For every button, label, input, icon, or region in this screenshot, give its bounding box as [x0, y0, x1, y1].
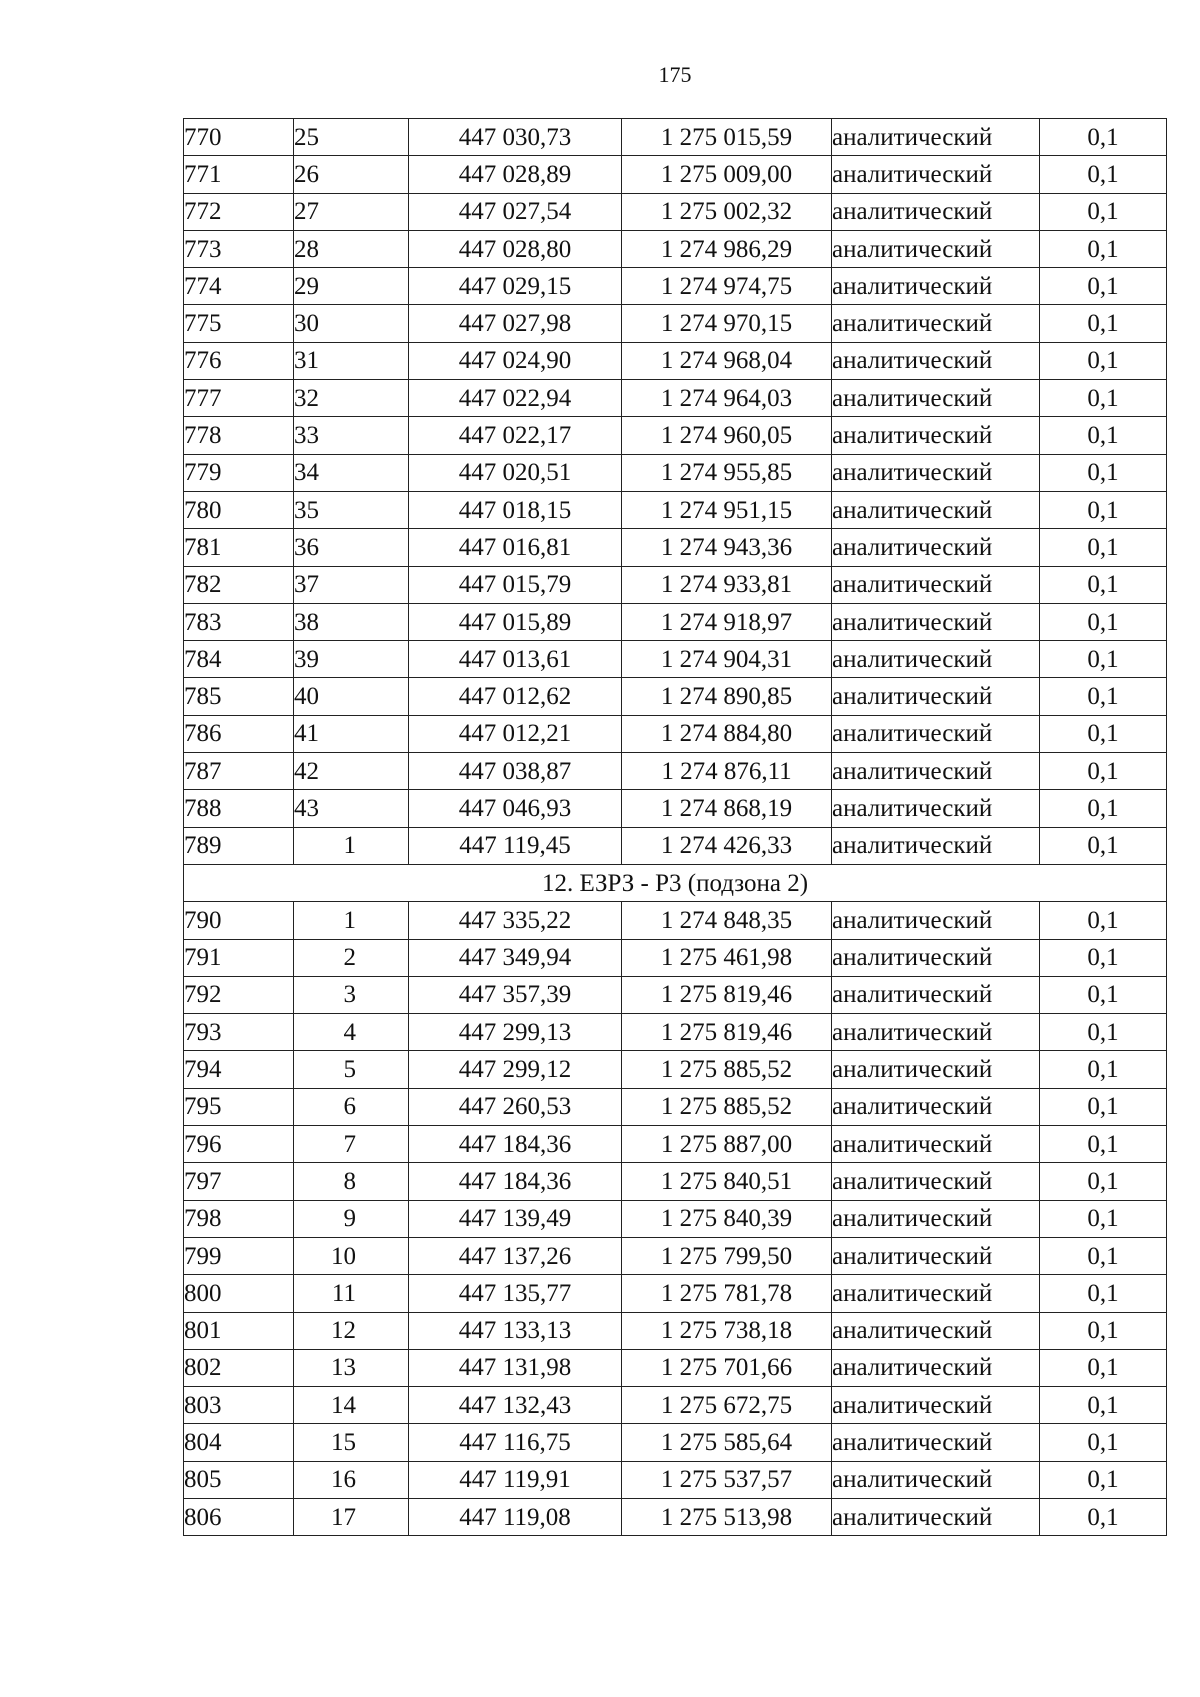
y-coordinate-cell: 1 275 738,18 [622, 1312, 832, 1349]
x-coordinate-cell: 447 030,73 [409, 119, 622, 156]
y-coordinate-cell: 1 274 876,11 [622, 753, 832, 790]
x-coordinate-cell: 447 299,13 [409, 1014, 622, 1051]
row-number-cell: 787 [184, 753, 294, 790]
point-number-cell: 1 [294, 827, 409, 864]
method-cell: аналитический [832, 827, 1040, 864]
point-number-cell: 41 [294, 715, 409, 752]
y-coordinate-cell: 1 274 964,03 [622, 380, 832, 417]
x-coordinate-cell: 447 016,81 [409, 529, 622, 566]
row-number-cell: 789 [184, 827, 294, 864]
point-number-cell: 40 [294, 678, 409, 715]
page-number: 175 [658, 62, 692, 87]
table-row [184, 305, 1167, 342]
point-number-cell: 30 [294, 305, 409, 342]
method-cell: аналитический [832, 603, 1040, 640]
row-number-cell: 794 [184, 1051, 294, 1088]
row-number-cell: 793 [184, 1014, 294, 1051]
table-row [184, 1237, 1167, 1274]
table-row [184, 417, 1167, 454]
table-row [184, 268, 1167, 305]
row-number-cell: 782 [184, 566, 294, 603]
point-number-cell: 11 [294, 1275, 409, 1312]
table-row [184, 641, 1167, 678]
table-row [184, 1163, 1167, 1200]
error-cell: 0,1 [1040, 939, 1167, 976]
method-cell: аналитический [832, 790, 1040, 827]
coordinates-table [183, 118, 1167, 1536]
point-number-cell: 8 [294, 1163, 409, 1200]
point-number-cell: 34 [294, 454, 409, 491]
error-cell: 0,1 [1040, 753, 1167, 790]
error-cell: 0,1 [1040, 1498, 1167, 1535]
y-coordinate-cell: 1 274 974,75 [622, 268, 832, 305]
row-number-cell: 773 [184, 230, 294, 267]
row-number-cell: 790 [184, 902, 294, 939]
y-coordinate-cell: 1 274 986,29 [622, 230, 832, 267]
y-coordinate-cell: 1 275 002,32 [622, 193, 832, 230]
table-row [184, 939, 1167, 976]
table-row [184, 1461, 1167, 1498]
error-cell: 0,1 [1040, 230, 1167, 267]
error-cell: 0,1 [1040, 1163, 1167, 1200]
method-cell: аналитический [832, 566, 1040, 603]
point-number-cell: 16 [294, 1461, 409, 1498]
table-row [184, 1312, 1167, 1349]
error-cell: 0,1 [1040, 827, 1167, 864]
y-coordinate-cell: 1 275 887,00 [622, 1126, 832, 1163]
row-number-cell: 771 [184, 156, 294, 193]
point-number-cell: 43 [294, 790, 409, 827]
y-coordinate-cell: 1 274 943,36 [622, 529, 832, 566]
point-number-cell: 1 [294, 902, 409, 939]
error-cell: 0,1 [1040, 417, 1167, 454]
table-row [184, 902, 1167, 939]
y-coordinate-cell: 1 274 951,15 [622, 491, 832, 528]
table-row [184, 156, 1167, 193]
y-coordinate-cell: 1 275 701,66 [622, 1349, 832, 1386]
error-cell: 0,1 [1040, 603, 1167, 640]
error-cell: 0,1 [1040, 491, 1167, 528]
table-body-bottom [184, 902, 1167, 1536]
table-row [184, 603, 1167, 640]
point-number-cell: 9 [294, 1200, 409, 1237]
y-coordinate-cell: 1 275 781,78 [622, 1275, 832, 1312]
error-cell: 0,1 [1040, 454, 1167, 491]
x-coordinate-cell: 447 116,75 [409, 1424, 622, 1461]
table-row [184, 1275, 1167, 1312]
y-coordinate-cell: 1 275 009,00 [622, 156, 832, 193]
method-cell: аналитический [832, 1237, 1040, 1274]
error-cell: 0,1 [1040, 156, 1167, 193]
y-coordinate-cell: 1 275 799,50 [622, 1237, 832, 1274]
row-number-cell: 797 [184, 1163, 294, 1200]
row-number-cell: 805 [184, 1461, 294, 1498]
row-number-cell: 795 [184, 1088, 294, 1125]
table-row [184, 380, 1167, 417]
method-cell: аналитический [832, 641, 1040, 678]
method-cell: аналитический [832, 305, 1040, 342]
error-cell: 0,1 [1040, 1237, 1167, 1274]
point-number-cell: 27 [294, 193, 409, 230]
error-cell: 0,1 [1040, 1461, 1167, 1498]
x-coordinate-cell: 447 046,93 [409, 790, 622, 827]
point-number-cell: 13 [294, 1349, 409, 1386]
x-coordinate-cell: 447 022,17 [409, 417, 622, 454]
method-cell: аналитический [832, 1424, 1040, 1461]
table-row [184, 678, 1167, 715]
y-coordinate-cell: 1 275 585,64 [622, 1424, 832, 1461]
method-cell: аналитический [832, 678, 1040, 715]
method-cell: аналитический [832, 1051, 1040, 1088]
x-coordinate-cell: 447 038,87 [409, 753, 622, 790]
row-number-cell: 804 [184, 1424, 294, 1461]
point-number-cell: 7 [294, 1126, 409, 1163]
table-row [184, 566, 1167, 603]
point-number-cell: 38 [294, 603, 409, 640]
method-cell: аналитический [832, 1498, 1040, 1535]
error-cell: 0,1 [1040, 902, 1167, 939]
row-number-cell: 780 [184, 491, 294, 528]
x-coordinate-cell: 447 132,43 [409, 1387, 622, 1424]
y-coordinate-cell: 1 275 885,52 [622, 1051, 832, 1088]
error-cell: 0,1 [1040, 1349, 1167, 1386]
table-row [184, 790, 1167, 827]
y-coordinate-cell: 1 274 890,85 [622, 678, 832, 715]
table-row [184, 1349, 1167, 1386]
row-number-cell: 796 [184, 1126, 294, 1163]
method-cell: аналитический [832, 342, 1040, 379]
error-cell: 0,1 [1040, 976, 1167, 1013]
y-coordinate-cell: 1 275 537,57 [622, 1461, 832, 1498]
x-coordinate-cell: 447 119,91 [409, 1461, 622, 1498]
point-number-cell: 10 [294, 1237, 409, 1274]
method-cell: аналитический [832, 753, 1040, 790]
y-coordinate-cell: 1 274 426,33 [622, 827, 832, 864]
row-number-cell: 785 [184, 678, 294, 715]
point-number-cell: 32 [294, 380, 409, 417]
row-number-cell: 806 [184, 1498, 294, 1535]
point-number-cell: 42 [294, 753, 409, 790]
y-coordinate-cell: 1 274 918,97 [622, 603, 832, 640]
method-cell: аналитический [832, 939, 1040, 976]
table-row [184, 1387, 1167, 1424]
method-cell: аналитический [832, 193, 1040, 230]
error-cell: 0,1 [1040, 715, 1167, 752]
method-cell: аналитический [832, 454, 1040, 491]
row-number-cell: 784 [184, 641, 294, 678]
point-number-cell: 33 [294, 417, 409, 454]
table-row [184, 1424, 1167, 1461]
x-coordinate-cell: 447 015,89 [409, 603, 622, 640]
error-cell: 0,1 [1040, 305, 1167, 342]
method-cell: аналитический [832, 1312, 1040, 1349]
x-coordinate-cell: 447 015,79 [409, 566, 622, 603]
row-number-cell: 798 [184, 1200, 294, 1237]
row-number-cell: 775 [184, 305, 294, 342]
y-coordinate-cell: 1 275 819,46 [622, 1014, 832, 1051]
point-number-cell: 15 [294, 1424, 409, 1461]
method-cell: аналитический [832, 1088, 1040, 1125]
row-number-cell: 779 [184, 454, 294, 491]
table-body-top [184, 119, 1167, 865]
table-row [184, 715, 1167, 752]
x-coordinate-cell: 447 012,21 [409, 715, 622, 752]
table-row [184, 1498, 1167, 1535]
x-coordinate-cell: 447 357,39 [409, 976, 622, 1013]
row-number-cell: 786 [184, 715, 294, 752]
x-coordinate-cell: 447 024,90 [409, 342, 622, 379]
table-row [184, 1126, 1167, 1163]
row-number-cell: 770 [184, 119, 294, 156]
method-cell: аналитический [832, 1349, 1040, 1386]
method-cell: аналитический [832, 529, 1040, 566]
table-row [184, 1014, 1167, 1051]
method-cell: аналитический [832, 1461, 1040, 1498]
error-cell: 0,1 [1040, 1424, 1167, 1461]
y-coordinate-cell: 1 274 970,15 [622, 305, 832, 342]
y-coordinate-cell: 1 275 819,46 [622, 976, 832, 1013]
x-coordinate-cell: 447 137,26 [409, 1237, 622, 1274]
x-coordinate-cell: 447 027,98 [409, 305, 622, 342]
x-coordinate-cell: 447 349,94 [409, 939, 622, 976]
table-row [184, 193, 1167, 230]
y-coordinate-cell: 1 275 672,75 [622, 1387, 832, 1424]
row-number-cell: 778 [184, 417, 294, 454]
method-cell: аналитический [832, 230, 1040, 267]
x-coordinate-cell: 447 020,51 [409, 454, 622, 491]
point-number-cell: 37 [294, 566, 409, 603]
point-number-cell: 12 [294, 1312, 409, 1349]
method-cell: аналитический [832, 976, 1040, 1013]
x-coordinate-cell: 447 029,15 [409, 268, 622, 305]
y-coordinate-cell: 1 275 840,51 [622, 1163, 832, 1200]
y-coordinate-cell: 1 275 840,39 [622, 1200, 832, 1237]
x-coordinate-cell: 447 335,22 [409, 902, 622, 939]
table-row [184, 753, 1167, 790]
table-row [184, 454, 1167, 491]
method-cell: аналитический [832, 119, 1040, 156]
table-row [184, 342, 1167, 379]
table-row [184, 827, 1167, 864]
error-cell: 0,1 [1040, 193, 1167, 230]
y-coordinate-cell: 1 274 904,31 [622, 641, 832, 678]
method-cell: аналитический [832, 1163, 1040, 1200]
x-coordinate-cell: 447 139,49 [409, 1200, 622, 1237]
point-number-cell: 29 [294, 268, 409, 305]
point-number-cell: 36 [294, 529, 409, 566]
point-number-cell: 17 [294, 1498, 409, 1535]
row-number-cell: 800 [184, 1275, 294, 1312]
row-number-cell: 801 [184, 1312, 294, 1349]
point-number-cell: 28 [294, 230, 409, 267]
error-cell: 0,1 [1040, 641, 1167, 678]
error-cell: 0,1 [1040, 380, 1167, 417]
error-cell: 0,1 [1040, 1275, 1167, 1312]
point-number-cell: 14 [294, 1387, 409, 1424]
x-coordinate-cell: 447 022,94 [409, 380, 622, 417]
error-cell: 0,1 [1040, 529, 1167, 566]
x-coordinate-cell: 447 028,80 [409, 230, 622, 267]
row-number-cell: 792 [184, 976, 294, 1013]
row-number-cell: 777 [184, 380, 294, 417]
point-number-cell: 5 [294, 1051, 409, 1088]
section-title: 12. ЕЗРЗ - Р3 (подзона 2) [184, 864, 1167, 901]
error-cell: 0,1 [1040, 1051, 1167, 1088]
error-cell: 0,1 [1040, 1387, 1167, 1424]
section-header-row [184, 864, 1167, 901]
point-number-cell: 26 [294, 156, 409, 193]
method-cell: аналитический [832, 268, 1040, 305]
method-cell: аналитический [832, 1387, 1040, 1424]
point-number-cell: 2 [294, 939, 409, 976]
table-row [184, 119, 1167, 156]
table-row [184, 1200, 1167, 1237]
x-coordinate-cell: 447 119,08 [409, 1498, 622, 1535]
x-coordinate-cell: 447 131,98 [409, 1349, 622, 1386]
x-coordinate-cell: 447 133,13 [409, 1312, 622, 1349]
point-number-cell: 3 [294, 976, 409, 1013]
y-coordinate-cell: 1 274 960,05 [622, 417, 832, 454]
row-number-cell: 802 [184, 1349, 294, 1386]
point-number-cell: 39 [294, 641, 409, 678]
table-row [184, 1088, 1167, 1125]
error-cell: 0,1 [1040, 342, 1167, 379]
x-coordinate-cell: 447 299,12 [409, 1051, 622, 1088]
method-cell: аналитический [832, 491, 1040, 528]
y-coordinate-cell: 1 275 885,52 [622, 1088, 832, 1125]
x-coordinate-cell: 447 018,15 [409, 491, 622, 528]
table-row [184, 976, 1167, 1013]
method-cell: аналитический [832, 1014, 1040, 1051]
x-coordinate-cell: 447 119,45 [409, 827, 622, 864]
x-coordinate-cell: 447 260,53 [409, 1088, 622, 1125]
y-coordinate-cell: 1 274 848,35 [622, 902, 832, 939]
point-number-cell: 31 [294, 342, 409, 379]
y-coordinate-cell: 1 274 868,19 [622, 790, 832, 827]
table-row [184, 1051, 1167, 1088]
x-coordinate-cell: 447 012,62 [409, 678, 622, 715]
table-row [184, 491, 1167, 528]
point-number-cell: 4 [294, 1014, 409, 1051]
error-cell: 0,1 [1040, 1126, 1167, 1163]
x-coordinate-cell: 447 135,77 [409, 1275, 622, 1312]
method-cell: аналитический [832, 1126, 1040, 1163]
error-cell: 0,1 [1040, 1200, 1167, 1237]
point-number-cell: 6 [294, 1088, 409, 1125]
table-row [184, 529, 1167, 566]
point-number-cell: 35 [294, 491, 409, 528]
error-cell: 0,1 [1040, 1014, 1167, 1051]
y-coordinate-cell: 1 274 884,80 [622, 715, 832, 752]
error-cell: 0,1 [1040, 268, 1167, 305]
method-cell: аналитический [832, 902, 1040, 939]
y-coordinate-cell: 1 274 933,81 [622, 566, 832, 603]
method-cell: аналитический [832, 380, 1040, 417]
row-number-cell: 781 [184, 529, 294, 566]
x-coordinate-cell: 447 028,89 [409, 156, 622, 193]
x-coordinate-cell: 447 027,54 [409, 193, 622, 230]
x-coordinate-cell: 447 184,36 [409, 1126, 622, 1163]
row-number-cell: 772 [184, 193, 294, 230]
error-cell: 0,1 [1040, 566, 1167, 603]
point-number-cell: 25 [294, 119, 409, 156]
y-coordinate-cell: 1 274 955,85 [622, 454, 832, 491]
row-number-cell: 791 [184, 939, 294, 976]
error-cell: 0,1 [1040, 1312, 1167, 1349]
error-cell: 0,1 [1040, 790, 1167, 827]
error-cell: 0,1 [1040, 678, 1167, 715]
method-cell: аналитический [832, 417, 1040, 454]
method-cell: аналитический [832, 156, 1040, 193]
x-coordinate-cell: 447 013,61 [409, 641, 622, 678]
method-cell: аналитический [832, 715, 1040, 752]
error-cell: 0,1 [1040, 119, 1167, 156]
row-number-cell: 799 [184, 1237, 294, 1274]
method-cell: аналитический [832, 1275, 1040, 1312]
row-number-cell: 783 [184, 603, 294, 640]
row-number-cell: 788 [184, 790, 294, 827]
y-coordinate-cell: 1 275 513,98 [622, 1498, 832, 1535]
table-row [184, 230, 1167, 267]
y-coordinate-cell: 1 275 015,59 [622, 119, 832, 156]
method-cell: аналитический [832, 1200, 1040, 1237]
y-coordinate-cell: 1 275 461,98 [622, 939, 832, 976]
x-coordinate-cell: 447 184,36 [409, 1163, 622, 1200]
error-cell: 0,1 [1040, 1088, 1167, 1125]
row-number-cell: 776 [184, 342, 294, 379]
row-number-cell: 774 [184, 268, 294, 305]
row-number-cell: 803 [184, 1387, 294, 1424]
y-coordinate-cell: 1 274 968,04 [622, 342, 832, 379]
section-header-group [184, 864, 1167, 901]
